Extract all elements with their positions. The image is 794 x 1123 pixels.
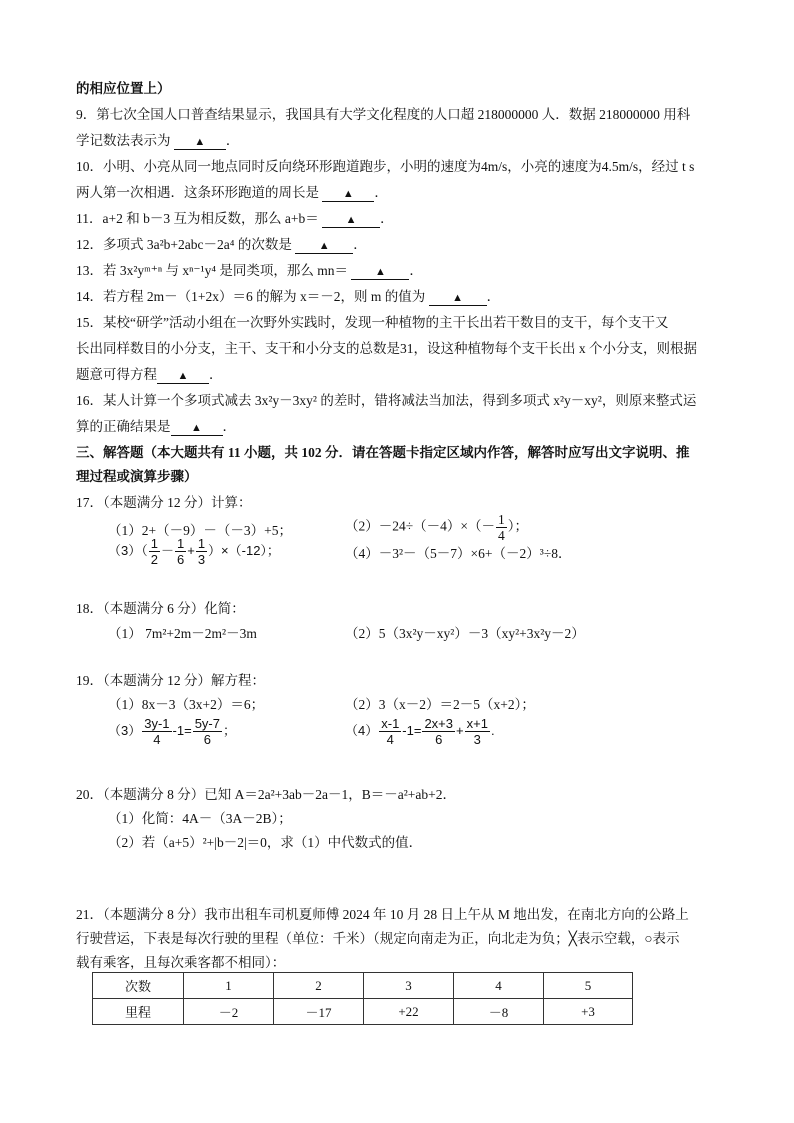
denominator: 4 xyxy=(386,732,394,747)
continuation-line: 的相应位置上） xyxy=(76,81,171,96)
table-cell: 1 xyxy=(184,973,274,999)
denominator: 2 xyxy=(150,552,158,567)
numerator: 5y-7 xyxy=(194,716,220,731)
q17-part-2 xyxy=(345,512,528,543)
answer-blank[interactable]: ▲ xyxy=(157,369,209,384)
question-19-heading: 19．（本题满分 12 分）解方程： xyxy=(76,673,265,688)
table-cell: 2 xyxy=(274,973,364,999)
question-11 xyxy=(76,210,394,228)
q19-part-2: （2）3（x－2）＝2－5（x+2）； xyxy=(345,697,535,712)
answer-blank[interactable]: ▲ xyxy=(295,239,353,254)
period: ． xyxy=(225,133,240,148)
period: ． xyxy=(209,367,223,382)
table-cell: +3 xyxy=(544,999,633,1025)
numerator: x+1 xyxy=(466,716,488,731)
table-cell: 3 xyxy=(364,973,454,999)
q17-part-3 xyxy=(108,536,280,567)
answer-blank[interactable]: ▲ xyxy=(174,135,226,150)
question-number: 15． xyxy=(76,315,103,330)
question-text: 两人第一次相遇．这条环形跑道的周长是 xyxy=(76,185,319,200)
question-text: 多项式 3a²b+2abc－2a⁴ 的次数是 xyxy=(103,237,292,252)
question-21-line2: 行驶营运，下表是每次行驶的里程（单位：千米）（规定向南走为正，向北走为负；╳表示空载，○表示 xyxy=(76,931,680,946)
question-18-heading: 18．（本题满分 6 分）化简： xyxy=(76,601,245,616)
numerator: 1 xyxy=(176,536,185,551)
question-text: 若方程 2m－（1+2x）＝6 的解为 x＝－2，则 m 的值为 xyxy=(103,289,426,304)
question-number: 11． xyxy=(76,211,103,226)
expression: ）； xyxy=(507,518,529,534)
q18-part-1: （1） 7m²+2m－2m²－3m xyxy=(108,626,257,641)
fraction xyxy=(496,512,507,543)
question-text: 算的正确结果是 xyxy=(76,419,171,434)
fraction xyxy=(422,716,455,747)
table-cell: －8 xyxy=(454,999,544,1025)
expression: . xyxy=(490,722,495,738)
question-text: 某校“研学”活动小组在一次野外实践时，发现一种植物的主干长出若干数目的支干，每个支干又 xyxy=(103,315,669,330)
denominator: 3 xyxy=(473,732,481,747)
table-cell: 4 xyxy=(454,973,544,999)
question-16-line1 xyxy=(76,392,696,410)
table-cell: －17 xyxy=(274,999,364,1025)
denominator: 4 xyxy=(498,528,505,543)
question-12 xyxy=(76,236,367,254)
period: ． xyxy=(380,211,394,226)
answer-blank[interactable]: ▲ xyxy=(351,265,409,280)
question-number: 14． xyxy=(76,289,103,304)
denominator: 4 xyxy=(153,732,161,747)
denominator: 6 xyxy=(176,552,185,567)
operator: + xyxy=(187,542,195,558)
fraction xyxy=(175,536,186,567)
period: ． xyxy=(353,237,367,252)
question-15-line1 xyxy=(76,314,668,332)
period: ． xyxy=(222,419,236,434)
fraction xyxy=(196,536,207,567)
question-text: 题意可得方程 xyxy=(76,367,157,382)
expression: （3）（ xyxy=(108,542,148,558)
table-cell: －2 xyxy=(184,999,274,1025)
question-number: 9． xyxy=(76,107,97,122)
question-15-line2: 长出同样数目的小分支，主干、支干和小分支的总数是31，设这种植物每个支干长出 x 个小分支，则根据 xyxy=(76,341,697,356)
q17-part-4: （4）－3²－（5－7）×6+（－2）³÷8． xyxy=(345,546,572,561)
question-number: 10． xyxy=(76,159,103,174)
numerator: 1 xyxy=(498,512,505,527)
q19-part-4 xyxy=(345,716,495,747)
question-text: 若 3x²yᵐ⁺ⁿ 与 xⁿ⁻¹y⁴ 是同类项，那么 mn＝ xyxy=(103,263,349,278)
question-9-line2 xyxy=(76,132,239,150)
answer-blank[interactable]: ▲ xyxy=(322,187,374,202)
denominator: 6 xyxy=(435,732,443,747)
expression: （4） xyxy=(345,722,379,738)
operator: -1= xyxy=(402,722,422,738)
question-16-line2 xyxy=(76,418,236,436)
answer-blank[interactable]: ▲ xyxy=(322,213,380,228)
row-label: 里程 xyxy=(93,999,184,1025)
denominator: 6 xyxy=(203,732,211,747)
fraction xyxy=(193,716,222,747)
question-text: 第七次全国人口普查结果显示，我国具有大学文化程度的人口超 218000000 人．数据 218000000 用科 xyxy=(96,107,691,122)
answer-blank[interactable]: ▲ xyxy=(429,291,487,306)
expression: （3） xyxy=(108,722,142,738)
question-number: 12． xyxy=(76,237,103,252)
question-text: 某人计算一个多项式减去 3x²y－3xy² 的差时，错将减法当加法，得到多项式 x²y－xy²，则原来整式运 xyxy=(103,393,697,408)
question-21-line1: 21．（本题满分 8 分）我市出租车司机夏师傅 2024 年 10 月 28 日上午从 M 地出发，在南北方向的公路上 xyxy=(76,907,689,922)
question-9-line1 xyxy=(76,106,690,124)
mileage-table xyxy=(92,972,633,1025)
table-cell: 5 xyxy=(544,973,633,999)
section-3-heading: 三、解答题（本大题共有 11 小题，共 102 分．请在答题卡指定区域内作答，解答时应写出文字说明、推 xyxy=(76,445,690,460)
question-21-line3: 载有乘客，且每次乘客都不相同）： xyxy=(76,955,286,970)
expression: ； xyxy=(222,722,236,738)
table-row xyxy=(93,999,633,1025)
q20-part-2: （2）若（a+5）²+|b－2|＝0，求（1）中代数式的值． xyxy=(108,835,423,850)
numerator: x-1 xyxy=(381,716,400,731)
operator: + xyxy=(456,722,464,738)
expression: （2）－24÷（－4）×（－ xyxy=(345,518,496,534)
question-15-line3 xyxy=(76,366,223,384)
table-row xyxy=(93,973,633,999)
period: ． xyxy=(374,185,388,200)
fraction xyxy=(379,716,401,747)
q20-part-1: （1）化简：4A－（3A－2B）； xyxy=(108,811,292,826)
question-text: 学记数法表示为 xyxy=(76,133,171,148)
question-20-heading: 20．（本题满分 8 分）已知 A＝2a²+3ab－2a－1，B＝－a²+ab+2． xyxy=(76,787,457,802)
fraction xyxy=(149,536,160,567)
question-number: 13． xyxy=(76,263,103,278)
q19-part-3 xyxy=(108,716,236,747)
q19-part-1: （1）8x－3（3x+2）＝6； xyxy=(108,697,265,712)
numerator: 1 xyxy=(197,536,206,551)
period: ． xyxy=(486,289,501,304)
fraction xyxy=(142,716,171,747)
question-number: 16． xyxy=(76,393,103,408)
table-cell: +22 xyxy=(364,999,454,1025)
question-text: a+2 和 b－3 互为相反数，那么 a+b＝ xyxy=(102,211,319,226)
answer-blank[interactable]: ▲ xyxy=(171,421,223,436)
period: ． xyxy=(409,263,423,278)
question-10-line1 xyxy=(76,158,694,176)
operator: -1= xyxy=(172,722,192,738)
q17-part-1: （1）2+（－9）－（－3）+5； xyxy=(108,523,292,538)
question-13 xyxy=(76,262,423,280)
expression: ）×（-12）； xyxy=(208,542,280,558)
fraction xyxy=(465,716,490,747)
numerator: 2x+3 xyxy=(424,716,454,731)
row-label: 次数 xyxy=(93,973,184,999)
section-3-heading-cont: 理过程或演算步骤） xyxy=(76,469,198,484)
question-text: 小明、小亮从同一地点同时反向绕环形跑道跑步，小明的速度为4m/s，小亮的速度为4.5m/s，经过 t s xyxy=(103,159,695,174)
operator: － xyxy=(160,542,174,558)
numerator: 1 xyxy=(150,536,158,551)
q18-part-2: （2）5（3x²y－xy²）－3（xy²+3x²y－2） xyxy=(345,626,585,641)
denominator: 3 xyxy=(197,552,206,567)
question-17-heading: 17．（本题满分 12 分）计算： xyxy=(76,495,252,510)
question-10-line2 xyxy=(76,184,388,202)
numerator: 3y-1 xyxy=(144,716,170,731)
question-14 xyxy=(76,288,500,306)
